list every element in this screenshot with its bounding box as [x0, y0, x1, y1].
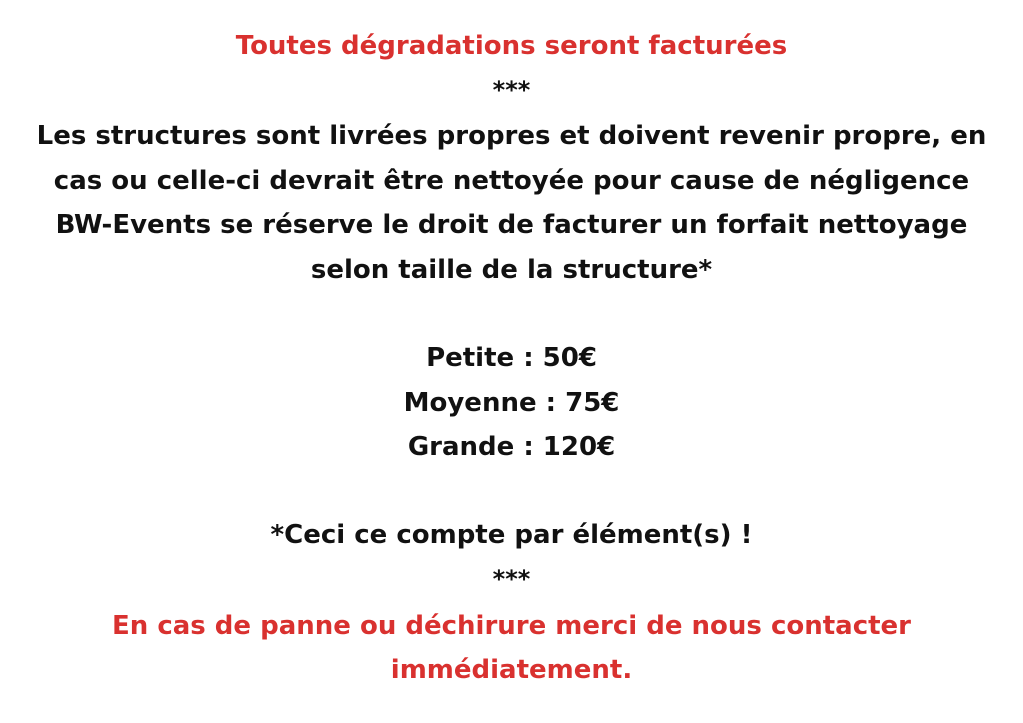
price-medium: Moyenne : 75€ [403, 388, 620, 418]
contact-text-line-1: En cas de panne ou déchirure merci de nous contacter [112, 611, 911, 641]
damage-warning: Toutes dégradations seront facturées [235, 31, 788, 61]
price-small: Petite : 50€ [426, 343, 597, 373]
cleaning-text-line-3: BW-Events se réserve le droit de facturer un forfait nettoyage [55, 210, 968, 240]
separator-bottom: *** [492, 565, 531, 593]
contact-text-line-2: immédiatement. [390, 655, 633, 685]
cleaning-text-line-4: selon taille de la structure* [310, 255, 713, 285]
cleaning-text-line-2: cas ou celle-ci devrait être nettoyée pour cause de négligence [53, 166, 970, 196]
footnote: *Ceci ce compte par élément(s) ! [270, 520, 753, 550]
price-large: Grande : 120€ [407, 432, 616, 462]
separator-top: *** [492, 76, 531, 104]
cleaning-text-line-1: Les structures sont livrées propres et doivent revenir propre, en [36, 121, 987, 151]
